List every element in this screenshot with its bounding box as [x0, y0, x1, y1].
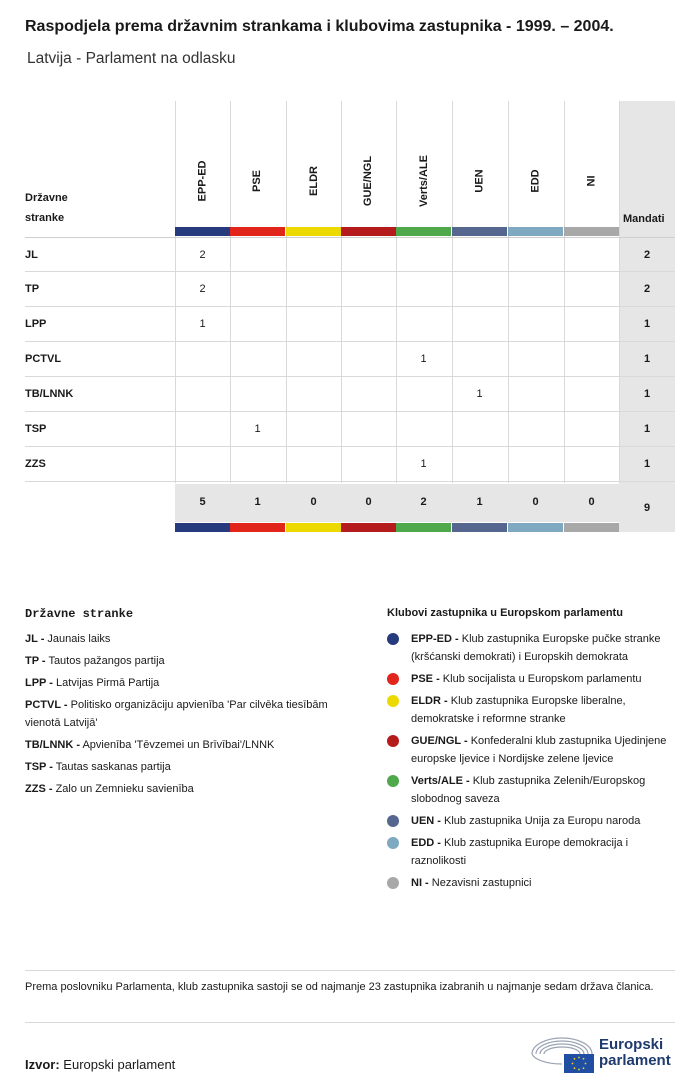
color-dot-icon — [387, 673, 399, 685]
group-abbr: NI - — [411, 877, 429, 889]
group-legend-item — [387, 692, 677, 728]
party-label: TB/LNNK — [25, 388, 74, 400]
group-abbr: Verts/ALE - — [411, 775, 470, 787]
group-color-bar — [508, 227, 563, 236]
mandates-cell: 1 — [643, 388, 651, 400]
footnote: Prema poslovniku Parlamenta, klub zastupnika sastoji se od najmanje 23 zastupnika izabranih u najmanje sedam država članica. — [25, 981, 654, 993]
group-legend — [387, 607, 677, 896]
european-parliament-logo — [528, 1034, 678, 1074]
color-dot-icon — [387, 633, 399, 645]
group-name: Klub zastupnika Europske pučke stranke (kršćanski demokrati) i Europskih demokrata — [411, 633, 661, 663]
party-legend-item — [25, 696, 365, 732]
mandates-cell: 2 — [643, 249, 651, 261]
table-cell: 1 — [199, 318, 206, 330]
party-legend-item — [25, 652, 365, 670]
mandates-cell: 2 — [643, 283, 651, 295]
divider — [25, 1022, 675, 1023]
party-name: Latvijas Pirmā Partija — [55, 677, 160, 689]
group-header — [508, 141, 563, 221]
party-abbr: PCTVL - — [25, 699, 68, 711]
mandates-cell: 1 — [643, 353, 651, 365]
group-header-label: NI — [585, 175, 598, 187]
group-header — [452, 141, 507, 221]
group-header-label: ELDR — [307, 166, 320, 196]
european-parliament-logo-icon — [528, 1034, 596, 1074]
party-legend-item — [25, 758, 365, 776]
logo-line2: parlament — [599, 1052, 671, 1069]
page-title: Raspodjela prema državnim strankama i klubovima zastupnika - 1999. – 2004. — [25, 18, 614, 35]
group-legend-item — [387, 772, 677, 808]
group-abbr: EPP-ED - — [411, 633, 459, 645]
party-abbr: TB/LNNK - — [25, 739, 80, 751]
group-abbr: PSE - — [411, 673, 440, 685]
group-header-label: PSE — [251, 169, 264, 193]
party-label: ZZS — [25, 458, 46, 470]
group-total: 1 — [254, 496, 261, 508]
party-legend-heading: Državne stranke — [25, 607, 134, 621]
table-cell: 2 — [199, 249, 206, 261]
group-name: Klub zastupnika Zelenih/Europskog slobodnog saveza — [411, 775, 646, 805]
group-header — [564, 141, 619, 221]
group-color-bar — [341, 523, 396, 532]
table-row — [25, 272, 675, 307]
group-color-bar — [230, 227, 285, 236]
page-subtitle: Latvija - Parlament na odlasku — [27, 50, 236, 67]
group-color-bar — [564, 523, 619, 532]
mandates-header: Mandati — [623, 213, 665, 225]
group-color-bar — [564, 227, 619, 236]
party-name: Tautos pažangos partija — [48, 655, 165, 667]
group-header-label: EDD — [529, 169, 542, 193]
group-color-bar — [341, 227, 396, 236]
table-row — [25, 237, 675, 272]
table-cell: 2 — [199, 283, 206, 295]
group-header-label: EPP-ED — [196, 160, 209, 202]
group-total: 1 — [476, 496, 483, 508]
group-color-bar — [508, 523, 563, 532]
group-color-bar — [452, 523, 507, 532]
party-abbr: TSP - — [25, 761, 53, 773]
group-legend-item — [387, 812, 677, 830]
group-abbr: EDD - — [411, 837, 441, 849]
group-name: Klub socijalista u Europskom parlamentu — [442, 673, 642, 685]
divider — [25, 970, 675, 971]
mandates-cell: 1 — [643, 458, 651, 470]
group-header — [230, 141, 285, 221]
row-header: Državne stranke — [25, 192, 68, 224]
group-header — [396, 141, 451, 221]
group-header-label: UEN — [473, 169, 486, 193]
group-legend-item — [387, 874, 677, 892]
group-abbr: ELDR - — [411, 695, 448, 707]
party-legend — [25, 607, 365, 802]
table-cell: 1 — [420, 353, 427, 365]
table-cell: 1 — [254, 423, 261, 435]
group-color-bar — [452, 227, 507, 236]
mandates-cell: 1 — [643, 423, 651, 435]
group-name: Klub zastupnika Unija za Europu naroda — [444, 815, 641, 827]
group-abbr: GUE/NGL - — [411, 735, 468, 747]
group-header-label: Verts/ALE — [417, 155, 430, 207]
mandates-cell: 1 — [643, 318, 651, 330]
group-color-bar — [175, 227, 230, 236]
party-name: Jaunais laiks — [47, 633, 111, 645]
party-name: Zalo un Zemnieku savienība — [55, 783, 194, 795]
table-cell: 1 — [476, 388, 483, 400]
source-value: Europski parlament — [63, 1057, 176, 1072]
group-total: 0 — [365, 496, 372, 508]
logo-text — [599, 1037, 671, 1069]
party-label: TP — [25, 283, 40, 295]
source-label: Izvor: — [25, 1057, 60, 1072]
party-label: TSP — [25, 423, 47, 435]
color-dot-icon — [387, 775, 399, 787]
group-color-bar — [175, 523, 230, 532]
table-row — [25, 342, 675, 377]
table-row — [25, 447, 675, 482]
table-row — [25, 307, 675, 342]
color-dot-icon — [387, 695, 399, 707]
group-total: 0 — [532, 496, 539, 508]
color-dot-icon — [387, 735, 399, 747]
color-dot-icon — [387, 877, 399, 889]
group-header-label: GUE/NGL — [362, 155, 375, 207]
party-legend-item — [25, 674, 365, 692]
party-name: Tautas saskanas partija — [55, 761, 171, 773]
party-name: Politisko organizāciju apvienība 'Par cilvēka tiesībām vienotā Latvijā' — [25, 699, 328, 729]
party-legend-item — [25, 780, 365, 798]
group-legend-item — [387, 732, 677, 768]
color-dot-icon — [387, 815, 399, 827]
group-header — [341, 141, 396, 221]
group-total: 0 — [588, 496, 595, 508]
party-abbr: LPP - — [25, 677, 53, 689]
group-abbr: UEN - — [411, 815, 441, 827]
group-total: 2 — [420, 496, 427, 508]
group-total: 0 — [310, 496, 317, 508]
party-name: Apvienība 'Tēvzemei un Brīvībai'/LNNK — [82, 739, 275, 751]
party-abbr: TP - — [25, 655, 46, 667]
group-color-bar — [286, 227, 341, 236]
grand-total: 9 — [643, 502, 651, 514]
table-row — [25, 412, 675, 447]
logo-line1: Europski — [599, 1036, 664, 1053]
group-legend-item — [387, 630, 677, 666]
table-row — [25, 377, 675, 412]
group-color-bar — [396, 227, 451, 236]
source — [25, 1057, 175, 1072]
party-abbr: JL - — [25, 633, 45, 645]
color-dot-icon — [387, 837, 399, 849]
party-label: PCTVL — [25, 353, 62, 365]
group-name: Konfederalni klub zastupnika Ujedinjene europske ljevice i Nordijske zelene ljevice — [411, 735, 667, 765]
group-legend-heading: Klubovi zastupnika u Europskom parlamentu — [387, 607, 623, 619]
group-header — [286, 141, 341, 221]
party-label: JL — [25, 249, 38, 261]
group-header — [175, 141, 230, 221]
party-legend-item — [25, 736, 365, 754]
group-total: 5 — [199, 496, 206, 508]
party-abbr: ZZS - — [25, 783, 53, 795]
party-legend-item — [25, 630, 365, 648]
group-legend-item — [387, 670, 677, 688]
group-name: Klub zastupnika Europe demokracija i raznolikosti — [411, 837, 629, 867]
table-cell: 1 — [420, 458, 427, 470]
group-color-bar — [286, 523, 341, 532]
group-name: Klub zastupnika Europske liberalne, demokratske i reformne stranke — [411, 695, 626, 725]
party-label: LPP — [25, 318, 47, 330]
group-color-bar — [230, 523, 285, 532]
group-name: Nezavisni zastupnici — [431, 877, 532, 889]
group-color-bar — [396, 523, 451, 532]
group-legend-item — [387, 834, 677, 870]
